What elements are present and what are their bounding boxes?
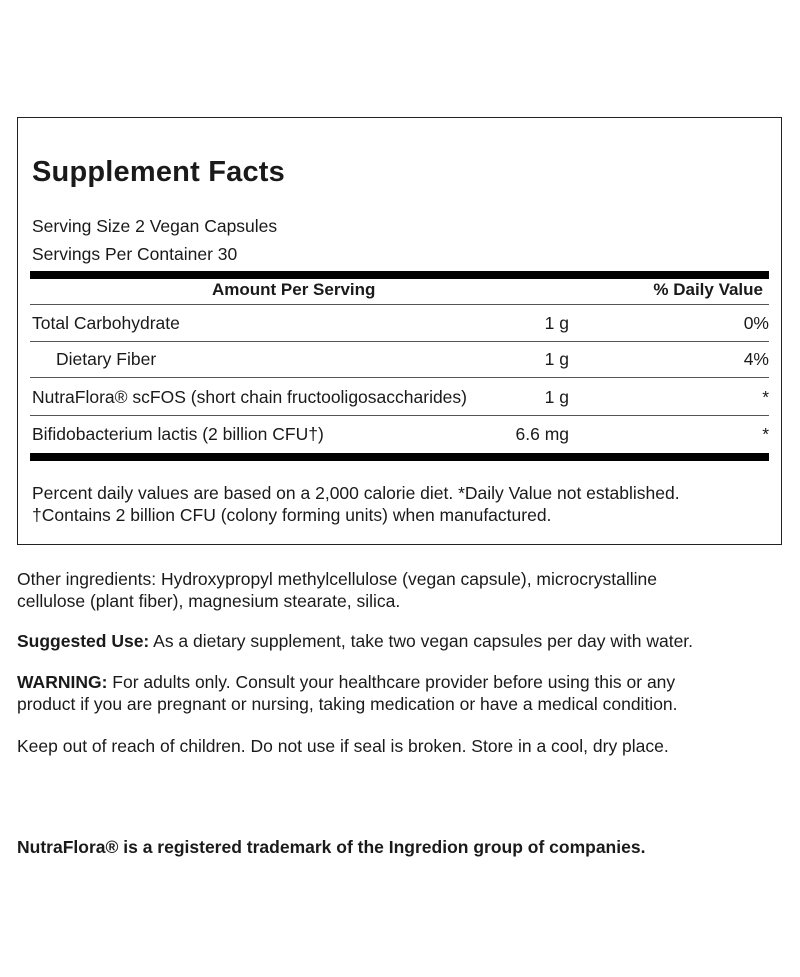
daily-value-footnote: Percent daily values are based on a 2,000 calorie diet. *Daily Value not established. [32,483,680,503]
divider [30,341,769,342]
other-ingredients [17,568,657,612]
trademark-notice: NutraFlora® is a registered trademark of the Ingredion group of companies. [17,837,646,857]
warning-label: WARNING: [17,672,108,692]
nutrient-name: Bifidobacterium lactis (2 billion CFU†) [32,424,324,444]
nutrient-amount: 1 g [544,313,569,333]
nutrient-daily-value: 4% [743,349,769,369]
facts-row [30,349,769,379]
nutrient-amount: 6.6 mg [515,424,569,444]
facts-header-row [30,280,769,302]
cfu-footnote: †Contains 2 billion CFU (colony forming units) when manufactured. [32,505,552,525]
top-thick-divider [30,271,769,279]
nutrient-daily-value: 0% [743,313,769,333]
facts-row [30,387,769,417]
storage-instructions: Keep out of reach of children. Do not use if seal is broken. Store in a cool, dry place. [17,736,669,756]
servings-per-container: Servings Per Container 30 [32,244,238,264]
suggested-use-text: As a dietary supplement, take two vegan capsules per day with water. [149,631,694,651]
suggested-use [17,630,693,652]
other-ingredients-line: Other ingredients: Hydroxypropyl methylcellulose (vegan capsule), microcrystalline [17,569,657,589]
warning-text: For adults only. Consult your healthcare provider before using this or any [107,672,676,692]
nutrient-daily-value: * [762,424,769,444]
warning [17,671,678,715]
suggested-use-label: Suggested Use: [17,631,150,651]
nutrient-amount: 1 g [544,387,569,407]
divider [30,415,769,416]
facts-title: Supplement Facts [32,156,285,188]
supplement-facts-panel [17,117,782,545]
other-ingredients-line: cellulose (plant fiber), magnesium stearate, silica. [17,591,401,611]
header-amount-per-serving: Amount Per Serving [212,280,376,299]
facts-row [30,424,769,454]
nutrient-name: NutraFlora® scFOS (short chain fructooligosaccharides) [32,387,467,407]
nutrient-name: Dietary Fiber [56,349,157,369]
header-daily-value: % Daily Value [653,280,763,299]
divider [30,304,769,305]
warning-text: product if you are pregnant or nursing, taking medication or have a medical condition. [17,694,678,714]
facts-row [30,313,769,343]
bottom-thick-divider [30,453,769,461]
divider [30,377,769,378]
serving-size: Serving Size 2 Vegan Capsules [32,216,278,236]
nutrient-name: Total Carbohydrate [32,313,180,333]
nutrient-daily-value: * [762,387,769,407]
nutrient-amount: 1 g [544,349,569,369]
